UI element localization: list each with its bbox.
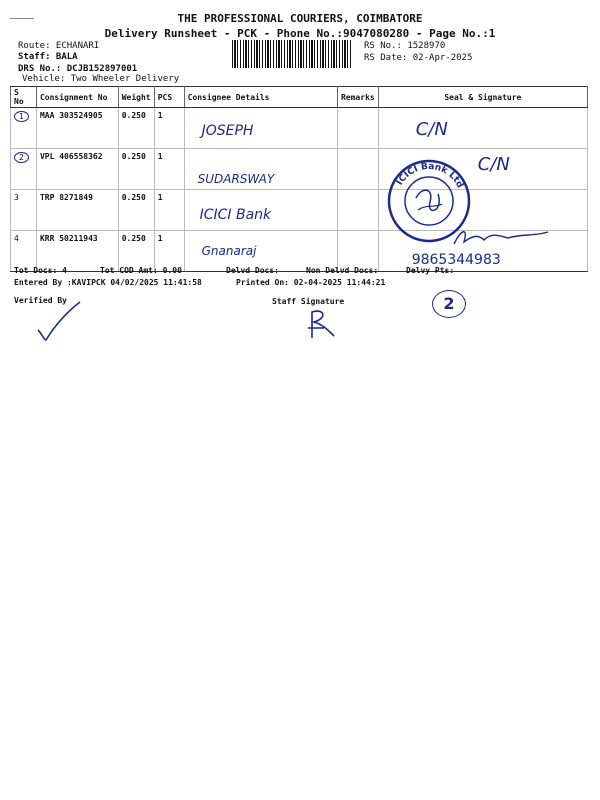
runsheet-subtitle: Delivery Runsheet - PCK - Phone No.:9047080280 - Page No.:1 (104, 27, 496, 40)
rs-number: RS No.: 1528970 (364, 41, 446, 51)
rs-date: RS Date: 02-Apr-2025 (364, 53, 473, 63)
row-sno: 3 (11, 190, 37, 231)
col-pcs: PCS (154, 87, 184, 108)
row-consignee: SUDARSWAY (184, 149, 337, 190)
row-consignee: JOSEPH (184, 108, 337, 149)
row-sno: 4 (11, 231, 37, 272)
col-seal-signature: Seal & Signature (378, 87, 587, 108)
checkmark-icon (34, 300, 84, 344)
handwritten-signature (448, 226, 552, 252)
row-signature: 9865344983 (378, 231, 587, 272)
row-sno: 2 (11, 149, 37, 190)
row-consignment: VPL 406558362 (36, 149, 118, 190)
col-consignment: Consignment No (36, 87, 118, 108)
row-consignment: MAA 303524905 (36, 108, 118, 149)
col-weight: Weight (118, 87, 154, 108)
seal-text: ICICI Bank Ltd (394, 161, 465, 190)
row-signature: C/N (378, 149, 587, 190)
col-sno: S No (11, 87, 37, 108)
row-consignee: Gnanaraj (184, 231, 337, 272)
row-weight: 0.250 (118, 190, 154, 231)
row-sno: 1 (11, 108, 37, 149)
barcode-image (232, 40, 352, 68)
row-consignee: ICICI Bank (184, 190, 337, 231)
verified-by-label: Verified By (14, 296, 67, 305)
table-row (11, 190, 588, 231)
row-weight: 0.250 (118, 231, 154, 272)
printed-on: Printed On: 02-04-2025 11:44:21 (236, 278, 386, 287)
entered-by: Entered By :KAVIPCK 04/02/2025 11:41:58 (14, 278, 202, 287)
row-pcs: 1 (154, 149, 184, 190)
row-weight: 0.250 (118, 108, 154, 149)
delivery-points: Delvy Pts: (406, 266, 455, 275)
row-pcs: 1 (154, 231, 184, 272)
row-weight: 0.250 (118, 149, 154, 190)
tot-cod-amount: Tot COD Amt: 0.00 (100, 266, 182, 275)
delivered-docs: Delvd Docs: (226, 266, 279, 275)
non-delivered-docs: Non Delvd Docs: (306, 266, 379, 275)
table-row (11, 108, 588, 149)
col-remarks: Remarks (337, 87, 378, 108)
staff-signature-scribble (304, 306, 340, 340)
route-label: Route: ECHANARI (18, 41, 100, 51)
row-signature: C/N (378, 108, 587, 149)
table-header-row (11, 87, 588, 108)
delivery-points-circle: 2 (432, 290, 466, 318)
col-consignee: Consignee Details (184, 87, 337, 108)
row-consignment: TRP 8271849 (36, 190, 118, 231)
row-remarks (337, 108, 378, 149)
drs-number: DRS No.: DCJB152897001 (18, 64, 138, 74)
row-remarks (337, 190, 378, 231)
staff-signature-label: Staff Signature (272, 297, 345, 306)
vehicle-label: Vehicle: Two Wheeler Delivery (22, 74, 180, 84)
table-row (11, 149, 588, 190)
tot-docs: Tot Docs: 4 (14, 266, 67, 275)
row-consignment: KRR 50211943 (36, 231, 118, 272)
company-title: THE PROFESSIONAL COURIERS, COIMBATORE (177, 12, 423, 25)
row-pcs: 1 (154, 190, 184, 231)
row-pcs: 1 (154, 108, 184, 149)
row-remarks (337, 149, 378, 190)
staff-label: Staff: BALA (18, 52, 78, 62)
